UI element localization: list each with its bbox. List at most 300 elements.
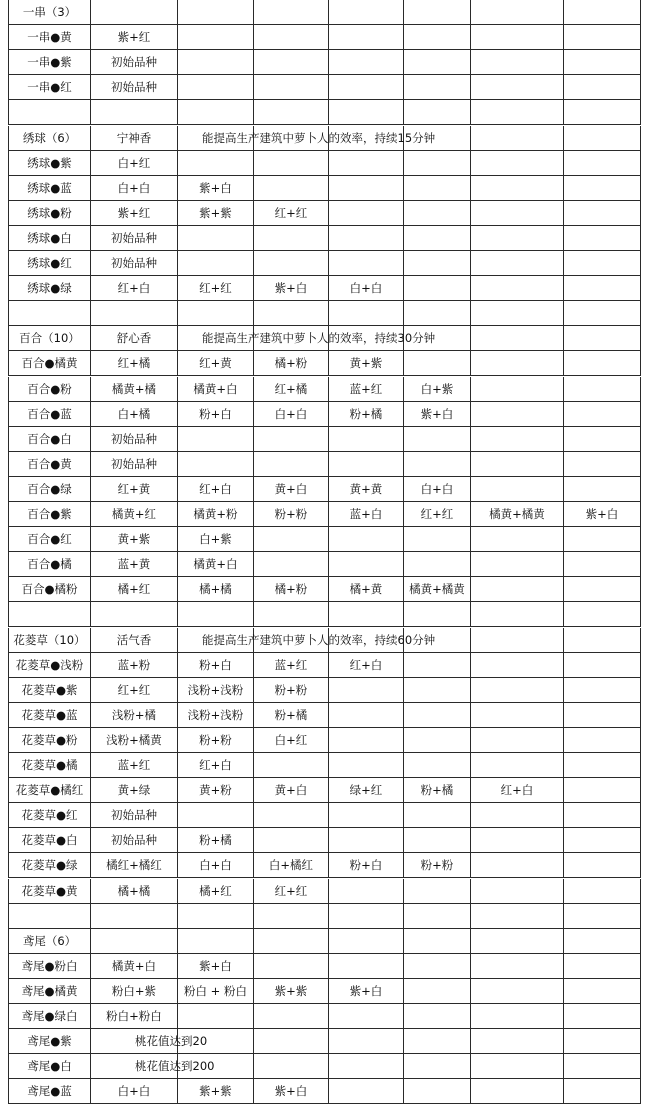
recipe-cell: 橘+橘 (91, 879, 178, 904)
recipe-cell (178, 803, 254, 828)
recipe-cell (178, 50, 254, 75)
variety-cell: 一串●红 (8, 75, 91, 100)
recipe-cell (329, 1079, 404, 1104)
recipe-cell: 蓝+红 (254, 653, 329, 678)
empty-cell (564, 1054, 641, 1079)
table-row (8, 703, 641, 728)
recipe-cell (329, 904, 404, 929)
table-row (8, 929, 641, 954)
table-row (8, 552, 641, 577)
empty-cell (471, 326, 564, 351)
recipe-cell (404, 879, 471, 904)
recipe-cell: 红+黄 (178, 351, 254, 376)
recipe-cell: 橘+红 (91, 577, 178, 602)
recipe-cell (471, 151, 564, 176)
recipe-cell (404, 904, 471, 929)
recipe-cell: 橘黄+白 (178, 552, 254, 577)
recipe-cell: 黄+黄 (329, 477, 404, 502)
recipe-cell (404, 351, 471, 376)
recipe-cell: 红+红 (404, 502, 471, 527)
recipe-cell (91, 301, 178, 326)
table-row (8, 50, 641, 75)
recipe-cell: 白+白 (91, 1079, 178, 1104)
variety-cell: 绣球●绿 (8, 276, 91, 301)
recipe-cell (471, 703, 564, 728)
recipe-cell (471, 427, 564, 452)
table-row (8, 1004, 641, 1029)
recipe-cell: 紫+紫 (254, 979, 329, 1004)
table-row (8, 226, 641, 251)
recipe-cell: 粉+粉 (404, 853, 471, 878)
table-row (8, 151, 641, 176)
table-row (8, 276, 641, 301)
recipe-cell (471, 351, 564, 376)
recipe-cell (254, 25, 329, 50)
recipe-cell (471, 828, 564, 853)
recipe-cell (404, 828, 471, 853)
recipe-cell: 橘黄+红 (91, 502, 178, 527)
variety-cell: 鸢尾●绿白 (8, 1004, 91, 1029)
recipe-cell (178, 427, 254, 452)
table-row (8, 653, 641, 678)
recipe-cell (254, 0, 329, 25)
effect-note: 能提高生产建筑中萝卜人的效率，持续15分钟 (178, 126, 254, 151)
recipe-cell (564, 577, 641, 602)
variety-cell (8, 301, 91, 326)
table-row (8, 728, 641, 753)
variety-cell: 花菱草●粉 (8, 728, 91, 753)
recipe-cell (254, 251, 329, 276)
variety-cell: 百合●红 (8, 527, 91, 552)
recipe-cell: 粉+白 (178, 653, 254, 678)
recipe-cell: 紫+白 (404, 402, 471, 427)
table-row (8, 803, 641, 828)
recipe-cell (178, 929, 254, 954)
table-row (8, 126, 641, 151)
recipe-cell (471, 879, 564, 904)
recipe-cell: 红+红 (178, 276, 254, 301)
variety-cell: 花菱草●黄 (8, 879, 91, 904)
recipe-cell (471, 402, 564, 427)
recipe-cell (254, 904, 329, 929)
recipe-cell (254, 301, 329, 326)
recipe-cell (404, 703, 471, 728)
recipe-cell (471, 276, 564, 301)
recipe-cell (471, 929, 564, 954)
recipe-cell (329, 753, 404, 778)
variety-cell: 绣球●蓝 (8, 176, 91, 201)
table-row (8, 628, 641, 653)
variety-cell: 花菱草●浅粉 (8, 653, 91, 678)
recipe-cell (471, 904, 564, 929)
recipe-cell: 初始品种 (91, 226, 178, 251)
recipe-cell (404, 602, 471, 627)
recipe-cell (329, 201, 404, 226)
recipe-cell: 蓝+白 (329, 502, 404, 527)
recipe-cell (471, 728, 564, 753)
variety-cell: 鸢尾●紫 (8, 1029, 91, 1054)
recipe-cell (564, 452, 641, 477)
recipe-cell (329, 176, 404, 201)
table-row (8, 176, 641, 201)
recipe-cell (564, 402, 641, 427)
recipe-cell: 紫+白 (178, 954, 254, 979)
recipe-cell (564, 25, 641, 50)
table-row (8, 678, 641, 703)
variety-cell: 花菱草●紫 (8, 678, 91, 703)
recipe-cell (564, 828, 641, 853)
variety-cell: 百合●橘粉 (8, 577, 91, 602)
recipe-cell: 粉白 + 粉白 (178, 979, 254, 1004)
recipe-cell (471, 201, 564, 226)
recipe-cell (329, 226, 404, 251)
recipe-cell: 橘黄+粉 (178, 502, 254, 527)
recipe-cell: 红+橘 (91, 351, 178, 376)
recipe-cell (404, 803, 471, 828)
table-row (8, 954, 641, 979)
variety-cell: 花菱草●红 (8, 803, 91, 828)
recipe-cell (471, 552, 564, 577)
table-row (8, 427, 641, 452)
effect-note: 能提高生产建筑中萝卜人的效率，持续60分钟 (178, 628, 254, 653)
recipe-cell: 红+橘 (254, 377, 329, 402)
recipe-cell: 紫+白 (178, 176, 254, 201)
recipe-cell (564, 979, 641, 1004)
recipe-cell (471, 452, 564, 477)
recipe-cell (564, 954, 641, 979)
variety-cell: 绣球●粉 (8, 201, 91, 226)
effect-note: 桃花值达到20 (91, 1029, 178, 1054)
recipe-cell (564, 251, 641, 276)
table-row (8, 879, 641, 904)
recipe-cell (254, 1004, 329, 1029)
recipe-cell (254, 427, 329, 452)
recipe-cell (254, 929, 329, 954)
recipe-cell: 初始品种 (91, 828, 178, 853)
recipe-cell (471, 1079, 564, 1104)
recipe-cell (329, 728, 404, 753)
recipe-cell: 白+白 (178, 853, 254, 878)
recipe-cell (564, 477, 641, 502)
recipe-cell (404, 527, 471, 552)
recipe-cell (471, 477, 564, 502)
recipe-cell (564, 678, 641, 703)
recipe-cell: 粉+橘 (254, 703, 329, 728)
variety-cell: 花菱草●绿 (8, 853, 91, 878)
recipe-cell (564, 176, 641, 201)
variety-cell: 百合●橘黄 (8, 351, 91, 376)
recipe-cell: 宁神香 (91, 126, 178, 151)
recipe-cell (564, 151, 641, 176)
recipe-cell (471, 853, 564, 878)
recipe-cell (91, 904, 178, 929)
recipe-cell (329, 602, 404, 627)
recipe-cell (91, 602, 178, 627)
table-row (8, 979, 641, 1004)
recipe-cell (254, 75, 329, 100)
table-row (8, 301, 641, 326)
empty-cell (471, 1029, 564, 1054)
table-row (8, 778, 641, 803)
variety-cell: 花菱草●蓝 (8, 703, 91, 728)
recipe-cell: 活气香 (91, 628, 178, 653)
recipe-cell (254, 100, 329, 125)
variety-cell (8, 904, 91, 929)
recipe-cell: 黄+紫 (329, 351, 404, 376)
recipe-cell (564, 427, 641, 452)
recipe-cell (254, 552, 329, 577)
recipe-cell (178, 452, 254, 477)
recipe-cell: 初始品种 (91, 803, 178, 828)
recipe-cell (178, 301, 254, 326)
recipe-cell: 粉白+粉白 (91, 1004, 178, 1029)
variety-cell: 一串（3） (8, 0, 91, 25)
empty-cell (564, 126, 641, 151)
variety-cell: 绣球●红 (8, 251, 91, 276)
recipe-cell (329, 929, 404, 954)
recipe-cell: 红+红 (91, 678, 178, 703)
table-row (8, 25, 641, 50)
recipe-cell (564, 276, 641, 301)
recipe-cell (178, 602, 254, 627)
recipe-cell (404, 728, 471, 753)
recipe-cell (329, 1004, 404, 1029)
recipe-cell: 橘红+橘红 (91, 853, 178, 878)
recipe-cell: 蓝+红 (91, 753, 178, 778)
recipe-cell: 橘+红 (178, 879, 254, 904)
recipe-cell (471, 301, 564, 326)
recipe-cell (404, 276, 471, 301)
recipe-cell (564, 50, 641, 75)
recipe-cell: 白+红 (91, 151, 178, 176)
recipe-cell: 红+白 (178, 477, 254, 502)
recipe-cell (564, 1079, 641, 1104)
table-row (8, 602, 641, 627)
variety-cell (8, 100, 91, 125)
recipe-cell: 紫+紫 (178, 1079, 254, 1104)
recipe-cell: 初始品种 (91, 75, 178, 100)
variety-cell: 百合●紫 (8, 502, 91, 527)
recipe-cell (404, 201, 471, 226)
table-row (8, 577, 641, 602)
recipe-cell: 红+红 (254, 201, 329, 226)
recipe-cell (564, 1004, 641, 1029)
recipe-cell (254, 954, 329, 979)
recipe-cell (178, 25, 254, 50)
variety-cell: 百合●白 (8, 427, 91, 452)
empty-cell (564, 1029, 641, 1054)
flower-breeding-table (8, 0, 641, 1104)
recipe-cell: 粉+橘 (178, 828, 254, 853)
recipe-cell (404, 427, 471, 452)
recipe-cell (564, 778, 641, 803)
recipe-cell (471, 50, 564, 75)
recipe-cell: 橘黄+橘黄 (404, 577, 471, 602)
recipe-cell (564, 377, 641, 402)
recipe-cell (471, 0, 564, 25)
recipe-cell (329, 879, 404, 904)
recipe-cell (329, 452, 404, 477)
variety-cell: 一串●黄 (8, 25, 91, 50)
recipe-cell (471, 527, 564, 552)
recipe-cell: 红+白 (178, 753, 254, 778)
recipe-cell (471, 979, 564, 1004)
effect-note: 能提高生产建筑中萝卜人的效率，持续30分钟 (178, 326, 254, 351)
table-row (8, 502, 641, 527)
recipe-cell (564, 201, 641, 226)
recipe-cell (329, 151, 404, 176)
recipe-cell (471, 1004, 564, 1029)
recipe-cell: 粉+橘 (404, 778, 471, 803)
table-row (8, 477, 641, 502)
recipe-cell (91, 929, 178, 954)
table-row (8, 351, 641, 376)
empty-cell (564, 628, 641, 653)
empty-cell (404, 1054, 471, 1079)
recipe-cell (471, 653, 564, 678)
recipe-cell (564, 879, 641, 904)
recipe-cell (178, 251, 254, 276)
recipe-cell (178, 0, 254, 25)
empty-cell (471, 628, 564, 653)
recipe-cell: 红+白 (91, 276, 178, 301)
recipe-cell (329, 50, 404, 75)
recipe-cell (404, 929, 471, 954)
recipe-cell (471, 954, 564, 979)
recipe-cell (329, 301, 404, 326)
recipe-cell: 紫+白 (329, 979, 404, 1004)
recipe-cell (471, 75, 564, 100)
empty-cell (254, 1054, 329, 1079)
recipe-cell: 橘黄+橘黄 (471, 502, 564, 527)
recipe-cell (564, 75, 641, 100)
variety-cell: 鸢尾（6） (8, 929, 91, 954)
recipe-cell (404, 1004, 471, 1029)
empty-cell (471, 126, 564, 151)
table-row (8, 377, 641, 402)
table-row (8, 1079, 641, 1104)
variety-cell: 百合●绿 (8, 477, 91, 502)
recipe-cell: 紫+白 (254, 276, 329, 301)
recipe-cell (471, 577, 564, 602)
recipe-cell (404, 251, 471, 276)
recipe-cell: 初始品种 (91, 50, 178, 75)
table-row (8, 402, 641, 427)
recipe-cell: 蓝+红 (329, 377, 404, 402)
recipe-cell: 白+紫 (404, 377, 471, 402)
variety-cell: 花菱草●橘红 (8, 778, 91, 803)
recipe-cell (471, 226, 564, 251)
recipe-cell (404, 301, 471, 326)
recipe-cell (564, 929, 641, 954)
recipe-cell (404, 653, 471, 678)
recipe-cell: 橘+橘 (178, 577, 254, 602)
recipe-cell (564, 100, 641, 125)
variety-cell: 百合●粉 (8, 377, 91, 402)
recipe-cell (564, 527, 641, 552)
recipe-cell (471, 377, 564, 402)
recipe-cell: 红+白 (471, 778, 564, 803)
recipe-cell (329, 100, 404, 125)
recipe-cell (254, 452, 329, 477)
recipe-cell: 白+白 (254, 402, 329, 427)
recipe-cell: 橘黄+橘 (91, 377, 178, 402)
recipe-cell (564, 853, 641, 878)
variety-cell: 百合●黄 (8, 452, 91, 477)
empty-cell (404, 1029, 471, 1054)
recipe-cell (404, 452, 471, 477)
variety-cell: 绣球●紫 (8, 151, 91, 176)
recipe-cell (404, 25, 471, 50)
recipe-cell: 红+黄 (91, 477, 178, 502)
recipe-cell: 紫+紫 (178, 201, 254, 226)
empty-cell (564, 326, 641, 351)
table-row (8, 75, 641, 100)
table-row (8, 452, 641, 477)
variety-cell: 鸢尾●蓝 (8, 1079, 91, 1104)
recipe-cell (178, 151, 254, 176)
table-row (8, 0, 641, 25)
recipe-cell (471, 602, 564, 627)
empty-cell (471, 1054, 564, 1079)
table-row (8, 904, 641, 929)
recipe-cell (329, 251, 404, 276)
variety-cell: 花菱草●白 (8, 828, 91, 853)
recipe-cell (178, 75, 254, 100)
recipe-cell: 紫+红 (91, 201, 178, 226)
recipe-cell (404, 979, 471, 1004)
recipe-cell: 白+白 (91, 176, 178, 201)
recipe-cell: 浅粉+橘黄 (91, 728, 178, 753)
recipe-cell (254, 226, 329, 251)
table-row (8, 326, 641, 351)
recipe-cell: 红+白 (329, 653, 404, 678)
recipe-cell: 黄+紫 (91, 527, 178, 552)
recipe-cell (329, 427, 404, 452)
recipe-cell (404, 1079, 471, 1104)
recipe-cell: 粉+白 (178, 402, 254, 427)
recipe-cell: 黄+白 (254, 778, 329, 803)
recipe-cell (329, 678, 404, 703)
recipe-cell (564, 904, 641, 929)
recipe-cell: 橘+黄 (329, 577, 404, 602)
recipe-cell (254, 176, 329, 201)
variety-cell: 绣球（6） (8, 126, 91, 151)
recipe-cell (471, 251, 564, 276)
recipe-cell (564, 0, 641, 25)
recipe-cell: 白+紫 (178, 527, 254, 552)
recipe-cell (329, 703, 404, 728)
recipe-cell: 黄+白 (254, 477, 329, 502)
recipe-cell (254, 753, 329, 778)
recipe-cell (178, 1004, 254, 1029)
recipe-cell (471, 803, 564, 828)
variety-cell: 鸢尾●橘黄 (8, 979, 91, 1004)
table-row (8, 100, 641, 125)
variety-cell: 百合●蓝 (8, 402, 91, 427)
recipe-cell: 橘+粉 (254, 351, 329, 376)
recipe-cell: 白+红 (254, 728, 329, 753)
recipe-cell (471, 100, 564, 125)
effect-note: 桃花值达到200 (91, 1054, 178, 1079)
table-row (8, 251, 641, 276)
recipe-cell (329, 75, 404, 100)
recipe-cell: 粉+粉 (254, 678, 329, 703)
recipe-cell: 粉+粉 (254, 502, 329, 527)
empty-cell (254, 1029, 329, 1054)
variety-cell: 花菱草（10） (8, 628, 91, 653)
recipe-cell: 白+橘红 (254, 853, 329, 878)
